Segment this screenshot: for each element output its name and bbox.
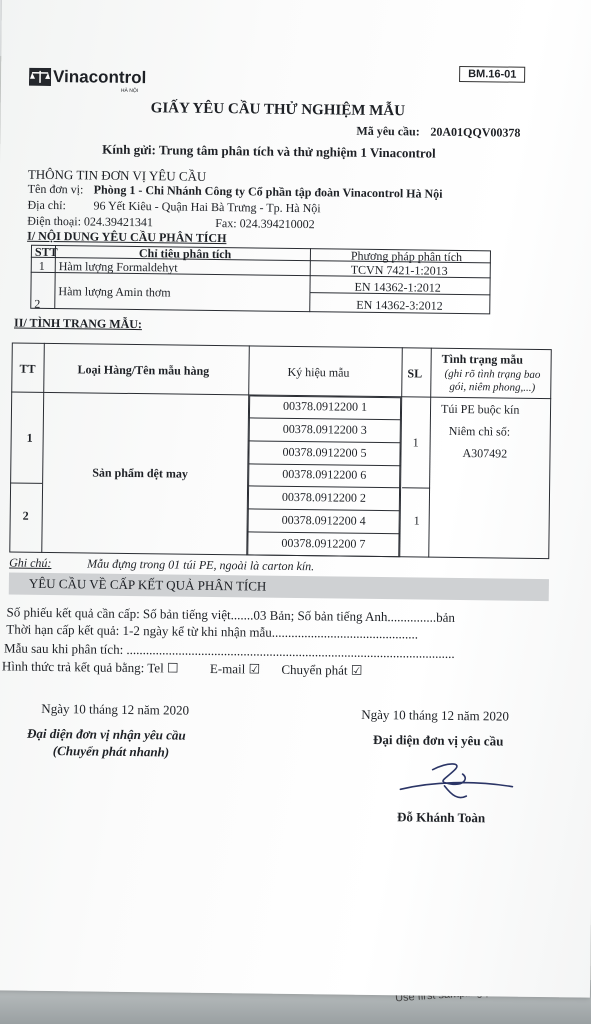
- form-code-box: BM.16-01: [459, 66, 525, 83]
- status-line-1: Túi PE buộc kín: [440, 401, 520, 417]
- unit-label: Tên đơn vị:: [27, 181, 84, 197]
- th-status: Tình trạng mẫu: [441, 351, 524, 367]
- phone: Điện thoại: 024.39421341: [27, 213, 154, 230]
- section1-title: I/ NỘI DUNG YÊU CẦU PHÂN TÍCH: [27, 228, 227, 246]
- request-code: 20A01QQV00378: [430, 124, 521, 140]
- th-goods: Loại Hàng/Tên mẫu hàng: [77, 362, 210, 378]
- note-label: Ghi chú:: [9, 555, 52, 571]
- right-date: Ngày 10 tháng 12 năm 2020: [361, 706, 510, 724]
- sample-code-1: 00378.0912200 1: [282, 398, 368, 414]
- goods-name: Sản phẩm dệt may: [92, 465, 189, 481]
- return-label: Hình thức trả kết quả bằng:: [1, 658, 145, 676]
- result-deadline-line: Thời hạn cấp kết quả: 1-2 ngày kể từ khi nhận mẫu.............................................: [6, 621, 419, 642]
- tel-checkbox[interactable]: ☐: [166, 660, 179, 676]
- row2-item: Hàm lượng Amin thơm: [58, 284, 171, 300]
- th-item: Chỉ tiêu phân tích: [138, 246, 232, 262]
- th-status-note: (ghi rõ tình trạng bao gói, niêm phong,...): [444, 367, 541, 394]
- address-label: Địa chỉ:: [27, 197, 66, 213]
- group1-tt: 1: [26, 430, 33, 445]
- sample-code-4: 00378.0912200 6: [282, 466, 367, 482]
- page-title: GIẤY YÊU CẦU THỬ NGHIỆM MẪU: [150, 100, 406, 120]
- email-checkbox[interactable]: ☑: [248, 661, 261, 677]
- row2-method-2: EN 14362-3:2012: [356, 297, 443, 313]
- fax: Fax: 024.394210002: [215, 215, 315, 232]
- address-value: 96 Yết Kiêu - Quận Hai Bà Trưng - Tp. Hà Nội: [93, 198, 321, 216]
- th-code: Ký hiệu mẫu: [287, 364, 350, 380]
- return-method-row: [2, 658, 363, 678]
- group1-sl: 1: [412, 435, 419, 450]
- status-line-3: A307492: [462, 446, 508, 461]
- left-sign-sub: (Chuyển phát nhanh): [52, 743, 170, 760]
- row1-stt: 1: [38, 258, 45, 273]
- sample-code-7: 00378.0912200 7: [281, 535, 366, 551]
- sample-code-2: 00378.0912200 3: [282, 421, 367, 437]
- sample-code-3: 00378.0912200 5: [282, 444, 367, 460]
- logo-sub: HÀ NỘI: [120, 87, 139, 95]
- scale-logo-icon: [29, 68, 51, 86]
- th-stt: STT: [34, 244, 58, 260]
- post-checkbox[interactable]: ☑: [350, 662, 363, 678]
- left-date: Ngày 10 tháng 12 năm 2020: [41, 700, 190, 718]
- handwritten-signature: [392, 755, 523, 805]
- row2-method-1: EN 14362-1:2012: [354, 279, 441, 295]
- logo-text: Vinacontrol: [52, 67, 147, 88]
- row1-item: Hàm lượng Formaldehyt: [58, 259, 178, 275]
- right-sign-title: Đại diện đơn vị yêu cầu: [372, 731, 504, 749]
- unit-value: Phòng 1 - Chi Nhánh Công ty Cổ phần tập đoàn Vinacontrol Hà Nội: [93, 182, 443, 201]
- th-method: Phương pháp phân tích: [350, 248, 463, 265]
- addressee: Kính gửi: Trung tâm phân tích và thử nghiệm 1 Vinacontrol: [102, 141, 436, 161]
- section2-title: II/ TÌNH TRANG MẪU:: [13, 315, 143, 332]
- opt-post-label: Chuyển phát: [281, 661, 348, 678]
- request-code-label: Mã yêu cầu:: [356, 123, 420, 139]
- sample-after-line: Mẫu sau khi phân tích: .....................................................................................................: [4, 640, 455, 661]
- opt-email-label: E-mail: [209, 660, 246, 677]
- th-tt: TT: [19, 361, 36, 376]
- sample-code-5: 00378.0912200 2: [281, 489, 367, 505]
- status-line-2: Niêm chì số:: [448, 423, 511, 439]
- group2-tt: 2: [22, 508, 29, 523]
- vinacontrol-logo: [29, 67, 146, 88]
- note-value: Mẫu đựng trong 01 túi PE, ngoài là carton kín.: [87, 556, 315, 574]
- group2-sl: 1: [413, 513, 420, 528]
- result-copies-line: Số phiếu kết quả cần cấp: Số bản tiếng việt.......03 Bản; Số bản tiếng Anh...............bản: [6, 604, 456, 625]
- requester-section-title: THÔNG TIN ĐƠN VỊ YÊU CẦU: [27, 166, 207, 184]
- row2-stt: 2: [34, 296, 41, 311]
- opt-tel-label: Tel: [147, 660, 164, 676]
- left-sign-title: Đại diện đơn vị nhận yêu cầu: [26, 725, 186, 743]
- signer-name: Đỗ Khánh Toàn: [396, 809, 486, 826]
- th-sl: SL: [407, 366, 423, 381]
- section3-title: YÊU CẦU VỀ CẤP KẾT QUẢ PHÂN TÍCH: [28, 575, 267, 594]
- sample-code-6: 00378.0912200 4: [281, 512, 366, 528]
- row1-method: TCVN 7421-1:2013: [350, 262, 448, 278]
